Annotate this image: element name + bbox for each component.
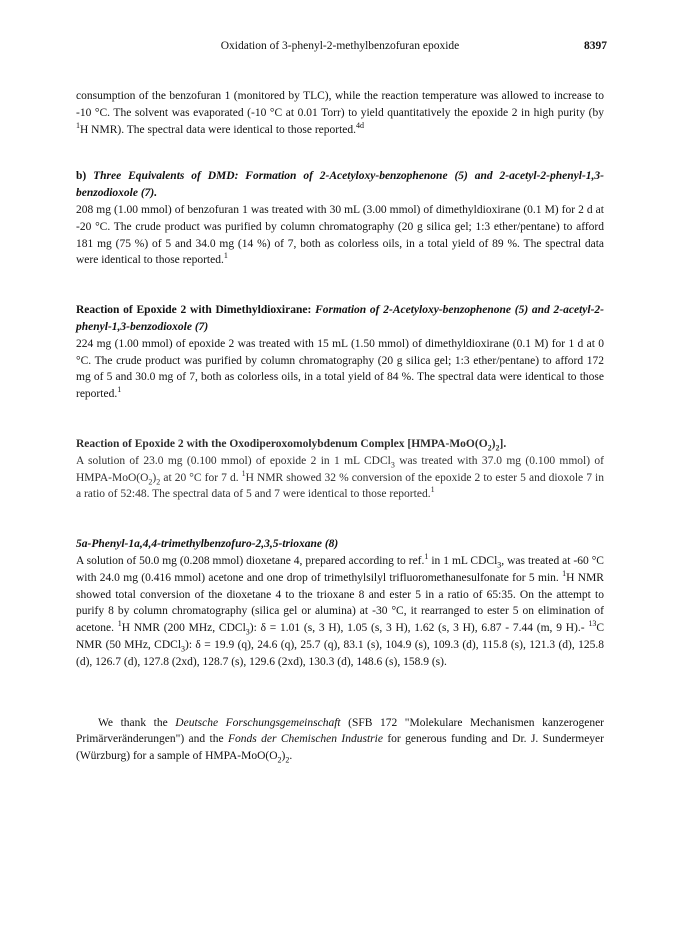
section-title: ]. <box>499 437 507 450</box>
section-d-text: ) <box>152 471 157 484</box>
funder-name: Fonds der Chemischen Industrie <box>227 733 383 746</box>
superscript: 1 <box>241 468 246 478</box>
section-c <box>76 302 604 403</box>
section-title-plain: Reaction of Epoxide 2 with Dimethyldioxirane: <box>76 304 316 317</box>
section-d-text: H NMR showed 32 % conversion of the epoxide 2 to ester 5 and dioxole 7 in a ratio of 52:48. The spectral data of 5 and 7 were identical to those reported. <box>76 471 604 501</box>
superscript: 13 <box>588 619 597 629</box>
section-e-text: ): δ = 19.9 (q), 24.6 (q), 25.7 (q), 83.1 (s), 104.9 (s), 109.3 (d), 115.8 (s), 121.3 (d), 125.8 (d), 126.7 (d), 127.8 (2xd), 128.7 (s), 129.6 (2xd), 130.3 (d), 148.6 (s), 158.9 (s). <box>76 638 604 668</box>
ack-text: (SFB 172 "Molekulare Mechanismen kanzerogener Primärveränderungen") and the <box>76 716 605 746</box>
paragraph-continuation <box>76 88 604 138</box>
section-d-text: at 20 °C for 7 d. <box>160 471 242 484</box>
section-c-heading <box>76 304 604 333</box>
section-b-heading <box>76 170 604 199</box>
page-number: 8397 <box>584 40 607 52</box>
section-e-text: H NMR (200 MHz, CDCl <box>121 622 246 635</box>
acknowledgement <box>76 715 604 765</box>
reference-marker: 1 <box>117 385 122 395</box>
subscript: 2 <box>277 755 282 765</box>
section-d-text: A solution of 23.0 mg (0.100 mmol) of epoxide 2 in 1 mL CDCl <box>76 454 391 467</box>
ack-text: We thank the <box>98 716 176 729</box>
section-title: Formation of 2-Acetyloxy-benzophenone (5) and 2-acetyl-2-phenyl-1,3-benzodioxole (7) <box>76 304 605 333</box>
section-e-heading: 5a-Phenyl-1a,4,4-trimethylbenzofuro-2,3,5-trioxane (8) <box>76 538 339 551</box>
reference-marker: 4d <box>356 120 365 130</box>
section-e-text: , was treated at -60 °C with 24.0 mg (0.416 mmol) acetone and one drop of trimethylsilyl trifluoromethanesulfonate for 5 min. <box>76 554 604 584</box>
section-e-text: ): δ = 1.01 (s, 3 H), 1.05 (s, 3 H), 1.62 (s, 3 H), 6.87 - 7.44 (m, 9 H).- <box>249 622 589 635</box>
section-e <box>76 536 604 670</box>
subscript: 3 <box>181 644 186 654</box>
section-d-text: was treated with 37.0 mg (0.100 mmol) of HMPA-MoO(O <box>76 454 605 484</box>
section-e-text: C NMR (50 MHz, CDCl <box>76 622 604 651</box>
section-label: b) <box>76 170 94 183</box>
funder-name: Deutsche Forschungsgemeinschaft <box>175 716 341 729</box>
section-b-text: 208 mg (1.00 mmol) of benzofuran 1 was treated with 30 mL (3.00 mmol) of dimethyldioxirane (0.1 M) for 2 d at -20 °C. The crude product was purified by column chromatography (20 g silica gel; 1:3 ether/pentane) to afford 181 mg (75 %) of 5 and 34.0 mg (14 %) of 7, both as colorless oils, in a total yield of 89 %. The spectral data were identical to those reported. <box>76 203 604 267</box>
superscript: 1 <box>76 120 80 130</box>
ack-text: . <box>289 750 293 763</box>
ack-text: for generous funding and Dr. J. Sundermeyer (Würzburg) for a sample of HMPA-MoO(O <box>76 733 604 763</box>
section-d-heading <box>76 437 507 453</box>
subscript: 3 <box>245 627 250 637</box>
paragraph-text: H NMR). The spectral data were identical to those reported. <box>80 123 357 136</box>
section-e-text: H NMR showed total conversion of the dioxetane 4 to the trioxane 8 and ester 5 in a ratio of 65:35. On the attempt to purify 8 by column chromatography (silica gel or alumina) at -30 °C, it rearranged to ester 5 on elimination of acetone. <box>76 571 604 635</box>
paragraph-text: consumption of the benzofuran 1 (monitored by TLC), while the reaction temperature was allowed to increase to -10 °C. The solvent was evaporated (-10 °C at 0.01 Torr) to yield quantitatively the epoxide 2 in high purity (by <box>76 90 604 119</box>
subscript: 2 <box>285 755 290 765</box>
superscript: 1 <box>562 568 567 578</box>
reference-marker: 1 <box>424 552 429 562</box>
body-text <box>76 88 604 765</box>
section-d <box>76 436 604 503</box>
subscript: 2 <box>495 443 500 453</box>
reference-marker: 1 <box>430 485 435 495</box>
section-title: Three Equivalents of DMD: Formation of 2-Acetyloxy-benzophenone (5) and 2-acetyl-2-phenyl-1,3-benzodioxole (7). <box>76 170 604 200</box>
subscript: 2 <box>156 476 161 486</box>
section-b <box>76 168 604 269</box>
section-e-text: in 1 mL CDCl <box>428 554 498 567</box>
section-title: ) <box>491 437 496 450</box>
section-title: Reaction of Epoxide 2 with the Oxodiperoxomolybdenum Complex [HMPA-MoO(O <box>76 437 488 450</box>
subscript: 2 <box>487 443 492 453</box>
section-e-text: A solution of 50.0 mg (0.208 mmol) dioxetane 4, prepared according to ref. <box>76 554 425 567</box>
section-c-text: 224 mg (1.00 mmol) of epoxide 2 was treated with 15 mL (1.50 mmol) of dimethyldioxirane (0.1 M) for 1 d at 0 °C. The crude product was purified by column chromatography (20 g silica gel; 1:3 ether/pentane) to afford 172 mg of 5 and 30.0 mg of 7, both as colorless oils, in a total yield of 84 %. The spectral data were identical to those reported. <box>76 337 604 401</box>
subscript: 2 <box>148 476 153 486</box>
ack-text: ) <box>281 750 286 763</box>
subscript: 3 <box>497 560 502 570</box>
superscript: 1 <box>117 619 122 629</box>
reference-marker: 1 <box>223 251 228 261</box>
subscript: 3 <box>390 460 395 470</box>
running-title: Oxidation of 3-phenyl-2-methylbenzofuran epoxide <box>220 40 460 52</box>
